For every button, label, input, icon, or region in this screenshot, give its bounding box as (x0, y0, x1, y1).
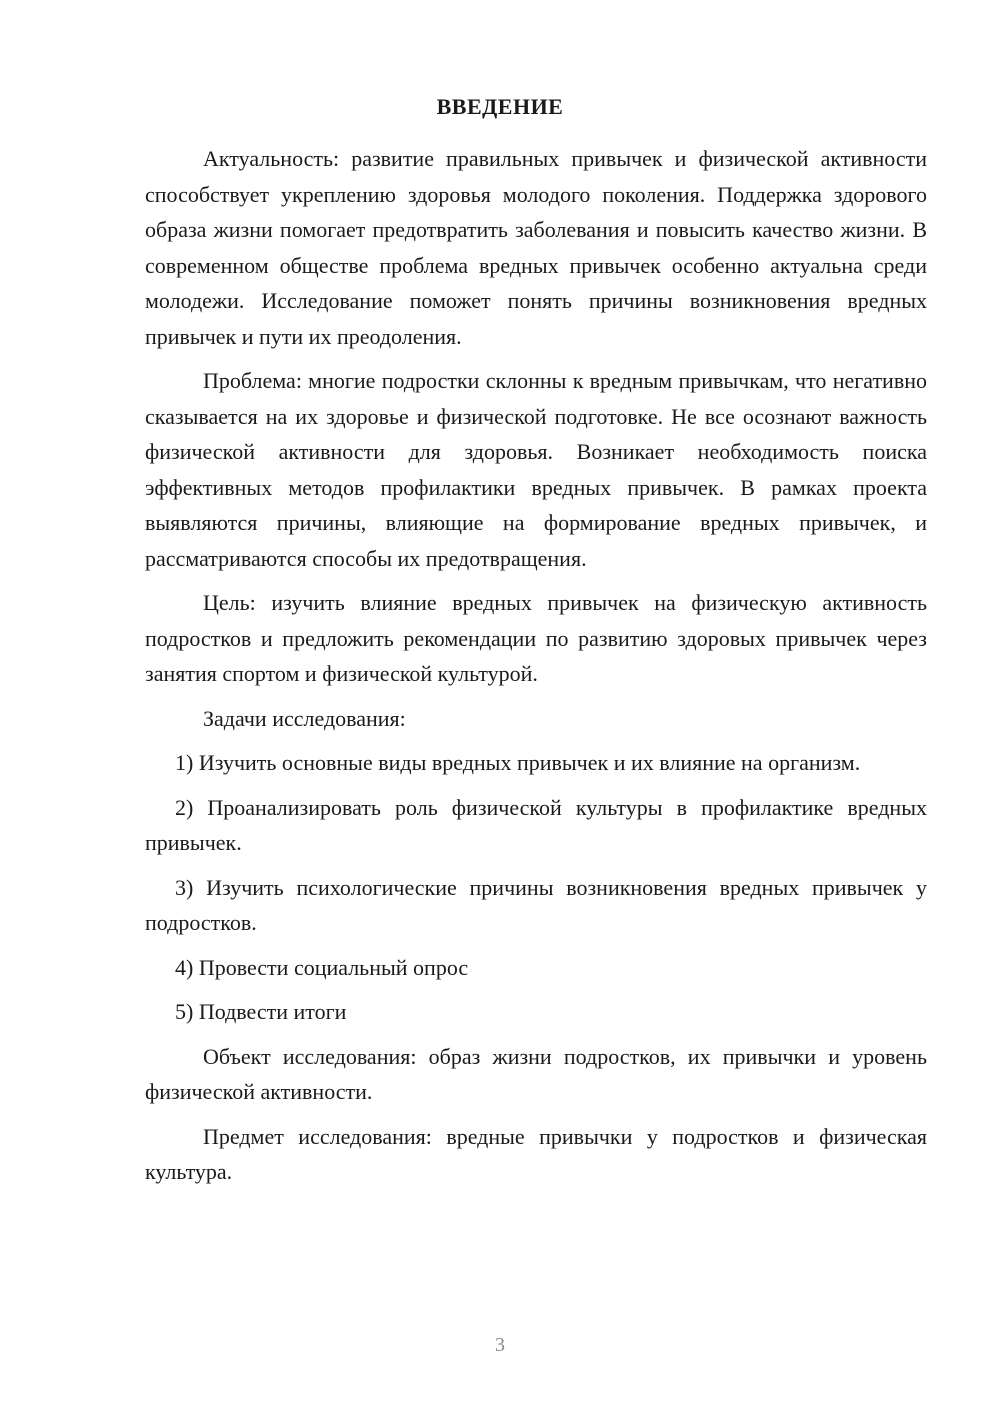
task-item: 1) Изучить основные виды вредных привычек и их влияние на организм. (175, 750, 861, 775)
page-number: 3 (495, 1334, 505, 1356)
tasks-heading: Задачи исследования: (203, 705, 406, 731)
task-item: 5) Подвести итоги (175, 999, 347, 1024)
paragraph-subject: Предмет исследования: вредные привычки у подростков и физическая культура. (145, 1123, 927, 1184)
task-item: 2) Проанализировать роль физической культуры в профилактике вредных привычек. (145, 794, 927, 855)
page-title: ВВЕДЕНИЕ (436, 94, 564, 119)
paragraph-relevance: Актуальность: развитие правильных привычек и физической активности способствует укреплению здоровья молодого поколения. Поддержка здорового образа жизни помогает предотвратить заболевания и повысить качество жизни. В современном обществе проблема вредных привычек особенно актуальна среди молодежи. Исследование поможет понять причины возникновения вредных привычек и пути их преодоления. (145, 146, 927, 349)
paragraph-object: Объект исследования: образ жизни подростков, их привычки и уровень физической активности. (145, 1043, 927, 1104)
task-item: 3) Изучить психологические причины возникновения вредных привычек у подростков. (145, 874, 927, 935)
task-item: 4) Провести социальный опрос (175, 954, 469, 980)
paragraph-problem: Проблема: многие подростки склонны к вредным привычкам, что негативно сказывается на их здоровье и физической подготовке. Не все осознают важность физической активности для здоровья. Возникает необходимость поиска эффективных методов профилактики вредных привычек. В рамках проекта выявляются причины, влияющие на формирование вредных привычек, и рассматриваются способы их предотвращения. (145, 368, 927, 571)
paragraph-goal: Цель: изучить влияние вредных привычек на физическую активность подростков и предложить рекомендации по развитию здоровых привычек через занятия спортом и физической культурой. (145, 590, 927, 686)
document-body (145, 141, 927, 1199)
